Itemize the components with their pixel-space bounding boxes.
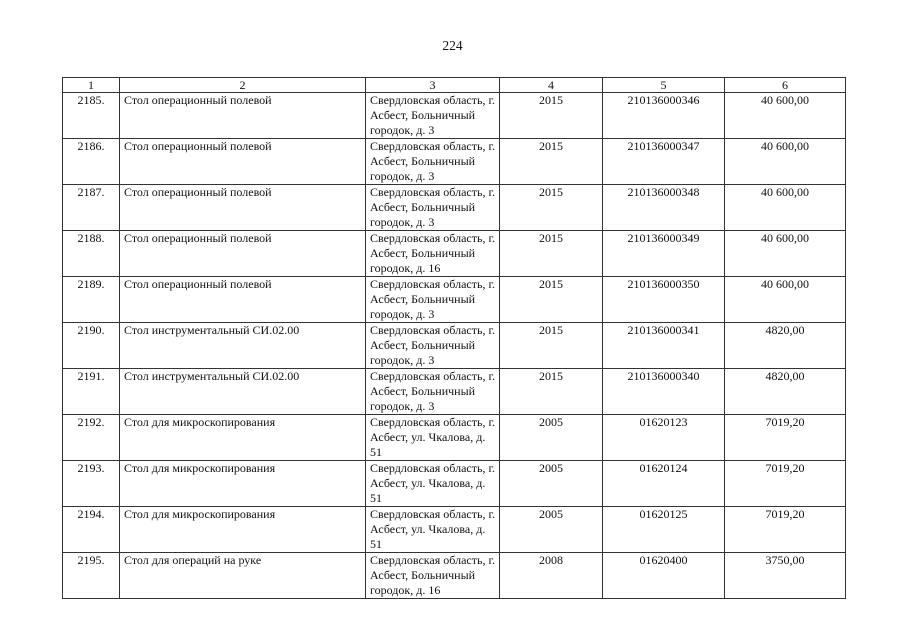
table-header [63, 78, 846, 93]
item-name: Стол для микроскопирования [120, 461, 366, 507]
table-row [63, 277, 846, 323]
item-cost: 40 600,00 [725, 93, 846, 139]
table-row [63, 185, 846, 231]
row-number: 2195. [63, 553, 120, 599]
row-number: 2193. [63, 461, 120, 507]
item-name: Стол инструментальный СИ.02.00 [120, 369, 366, 415]
column-header: 5 [603, 78, 725, 93]
row-number: 2185. [63, 93, 120, 139]
item-address: Свердловская область, г. Асбест, Больничный городок, д. 3 [366, 369, 500, 415]
column-header: 1 [63, 78, 120, 93]
inventory-number: 01620125 [603, 507, 725, 553]
table-body [63, 93, 846, 599]
item-year: 2015 [500, 323, 603, 369]
item-address: Свердловская область, г. Асбест, Больничный городок, д. 16 [366, 231, 500, 277]
inventory-number: 01620124 [603, 461, 725, 507]
table-row [63, 415, 846, 461]
inventory-number: 210136000346 [603, 93, 725, 139]
item-year: 2005 [500, 507, 603, 553]
column-header: 6 [725, 78, 846, 93]
table-row [63, 139, 846, 185]
item-address: Свердловская область, г. Асбест, ул. Чкалова, д. 51 [366, 507, 500, 553]
inventory-number: 210136000341 [603, 323, 725, 369]
item-name: Стол операционный полевой [120, 185, 366, 231]
inventory-number: 210136000347 [603, 139, 725, 185]
item-year: 2015 [500, 139, 603, 185]
item-address: Свердловская область, г. Асбест, Больничный городок, д. 3 [366, 93, 500, 139]
item-name: Стол инструментальный СИ.02.00 [120, 323, 366, 369]
table-row [63, 369, 846, 415]
item-cost: 40 600,00 [725, 231, 846, 277]
item-cost: 3750,00 [725, 553, 846, 599]
item-cost: 4820,00 [725, 369, 846, 415]
page-number: 224 [442, 38, 463, 53]
table-row [63, 323, 846, 369]
item-cost: 7019,20 [725, 461, 846, 507]
item-cost: 7019,20 [725, 415, 846, 461]
item-year: 2015 [500, 185, 603, 231]
item-year: 2015 [500, 93, 603, 139]
table-row [63, 461, 846, 507]
item-address: Свердловская область, г. Асбест, ул. Чкалова, д. 51 [366, 461, 500, 507]
item-name: Стол операционный полевой [120, 231, 366, 277]
item-cost: 40 600,00 [725, 185, 846, 231]
row-number: 2189. [63, 277, 120, 323]
row-number: 2188. [63, 231, 120, 277]
table-row [63, 93, 846, 139]
inventory-number: 01620400 [603, 553, 725, 599]
table-row [63, 507, 846, 553]
item-cost: 4820,00 [725, 323, 846, 369]
inventory-number: 210136000340 [603, 369, 725, 415]
inventory-number: 01620123 [603, 415, 725, 461]
item-address: Свердловская область, г. Асбест, Больничный городок, д. 3 [366, 185, 500, 231]
item-year: 2005 [500, 461, 603, 507]
item-year: 2005 [500, 415, 603, 461]
item-address: Свердловская область, г. Асбест, Больничный городок, д. 3 [366, 139, 500, 185]
item-address: Свердловская область, г. Асбест, Больничный городок, д. 3 [366, 323, 500, 369]
column-header: 4 [500, 78, 603, 93]
item-name: Стол операционный полевой [120, 277, 366, 323]
item-year: 2015 [500, 231, 603, 277]
item-cost: 7019,20 [725, 507, 846, 553]
inventory-table [62, 77, 846, 599]
row-number: 2190. [63, 323, 120, 369]
inventory-number: 210136000348 [603, 185, 725, 231]
row-number: 2194. [63, 507, 120, 553]
item-cost: 40 600,00 [725, 277, 846, 323]
row-number: 2191. [63, 369, 120, 415]
item-name: Стол для операций на руке [120, 553, 366, 599]
item-year: 2015 [500, 277, 603, 323]
item-address: Свердловская область, г. Асбест, Больничный городок, д. 16 [366, 553, 500, 599]
item-address: Свердловская область, г. Асбест, Больничный городок, д. 3 [366, 277, 500, 323]
row-number: 2186. [63, 139, 120, 185]
header-row [63, 78, 846, 93]
item-cost: 40 600,00 [725, 139, 846, 185]
item-name: Стол для микроскопирования [120, 415, 366, 461]
table-row [63, 553, 846, 599]
column-header: 2 [120, 78, 366, 93]
item-name: Стол для микроскопирования [120, 507, 366, 553]
inventory-number: 210136000350 [603, 277, 725, 323]
item-name: Стол операционный полевой [120, 139, 366, 185]
item-address: Свердловская область, г. Асбест, ул. Чкалова, д. 51 [366, 415, 500, 461]
item-year: 2015 [500, 369, 603, 415]
row-number: 2187. [63, 185, 120, 231]
inventory-number: 210136000349 [603, 231, 725, 277]
table-row [63, 231, 846, 277]
row-number: 2192. [63, 415, 120, 461]
column-header: 3 [366, 78, 500, 93]
item-year: 2008 [500, 553, 603, 599]
item-name: Стол операционный полевой [120, 93, 366, 139]
